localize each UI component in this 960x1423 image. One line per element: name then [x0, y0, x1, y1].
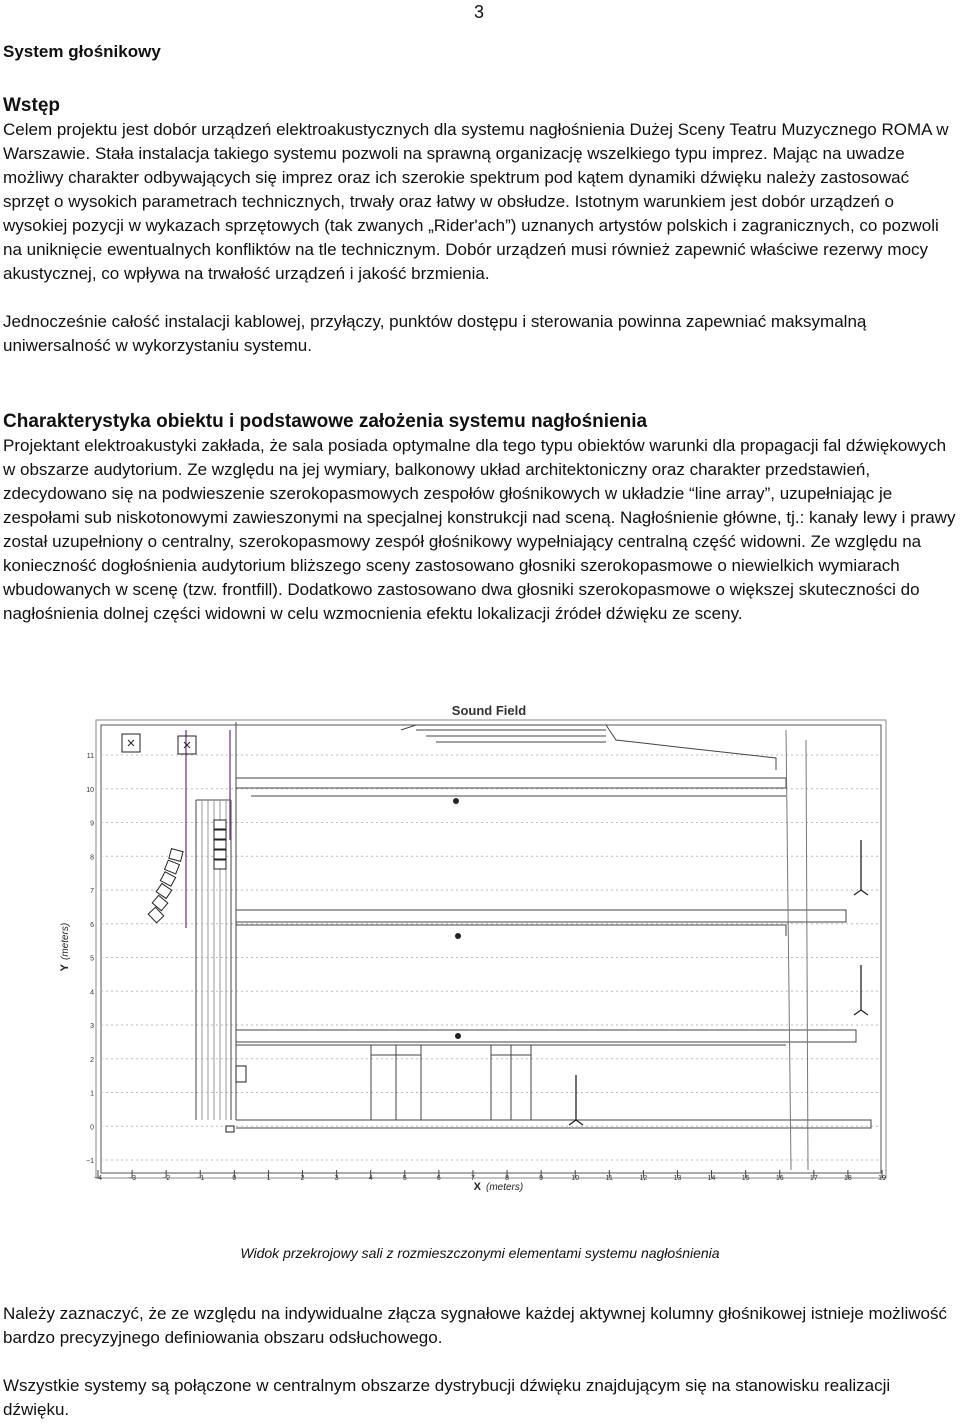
- x-tick-label: 16: [775, 1175, 784, 1182]
- characteristics-paragraph: Projektant elektroakustyki zakłada, że sala posiada optymalne dla tego typu obiektów warunki dla propagacji fal dźwiękowych w obszarze audytorium. Ze względu na jej wymiary, balkonowy układ architektoniczny oraz charakter przedstawień, zdecydowano się na podwieszenie szerokopasmowych zespołów głośnikowych w układzie “line array”, uzupełniając je zespołami sub niskotonowymi zawieszonymi na specjalnej konstrukcji nad sceną. Nagłośnienie główne, tj.: kanały lewy i prawy został uzupełniony o centralny, szerokopasmowy zespół głośnikowy wypełniający centralną część widowni. Ze względu na konieczność dogłośnienia audytorium bliższego sceny zastosowano głosniki szerokopasmowe o niewielkich wymiarach wbudowanych w scenę (tzw. frontfill). Dodatkowo zastosowano dwa głosniki szerokopasmowe o większej skuteczności do nagłośnienia dolnej części widowni w celu wzmocnienia efektu lokalizacji źródeł dźwięku ze sceny.: [3, 436, 956, 623]
- line-array-right: [214, 820, 226, 869]
- x-tick-label: −3: [128, 1175, 137, 1182]
- x-tick-label: 13: [673, 1175, 682, 1182]
- closing-section: [3, 1302, 957, 1422]
- document-title: System głośnikowy: [3, 42, 161, 61]
- x-tick-label: 12: [639, 1175, 648, 1182]
- x-tick-label: 7: [471, 1175, 475, 1182]
- sound-field-figure: [59, 700, 886, 1200]
- x-tick-label: 3: [334, 1175, 339, 1182]
- microphone-point-2: [455, 933, 461, 939]
- y-tick-label: 4: [90, 989, 94, 997]
- x-tick-label: 9: [539, 1175, 544, 1182]
- closing-paragraph-2: Wszystkie systemy są połączone w centralnym obszarze dystrybucji dźwięku znajdującym się na stanowisku realizacji dźwięku.: [3, 1376, 891, 1419]
- x-tick-label: 5: [402, 1175, 407, 1182]
- y-tick-label: −1: [86, 1158, 94, 1165]
- intro-section: [3, 94, 957, 358]
- speaker-icon-frontfill: [236, 1066, 246, 1082]
- y-tick-label: 6: [90, 921, 94, 929]
- speaker-icon-stage: [226, 1126, 234, 1132]
- x-tick-label: 0: [232, 1175, 237, 1182]
- x-tick-label: 19: [878, 1175, 886, 1182]
- y-tick-label: 10: [86, 786, 94, 794]
- page-number: 3: [474, 2, 485, 22]
- x-axis-label: X: [473, 1181, 481, 1193]
- intro-paragraph-1: Celem projektu jest dobór urządzeń elektroakustycznych dla systemu nagłośnienia Dużej Sceny Teatru Muzycznego ROMA w Warszawie. Stała instalacja takiego systemu pozwoli na sprawną organizację wszelkiego typu imprez. Mając na uwadze możliwy charakter odbywających się imprez oraz ich szerokie spektrum pod kątem dynamiki dźwięku należy zastosować sprzęt o wysokich parametrach technicznych, trwały oraz łatwy w obsłudze. Istotnym warunkiem jest dobór urządzeń o wysokiej pozycji w wykazach sprzętowych (tak zwanych „Rider'ach”) uznanych artystów polskich i zagranicznych, co pozwoli na uniknięcie ewentualnych konfliktów na tle technicznym. Dobór urządzeń musi również zapewnić właściwe rezerwy mocy akustycznej, co wpływa na trwałość urządzeń i jakość brzmienia.: [3, 120, 949, 283]
- intro-paragraph-2: Jednocześnie całość instalacji kablowej, przyłączy, punktów dostępu i sterowania powinna zapewniać maksymalną uniwersalność w wykorzystaniu systemu.: [3, 312, 867, 355]
- x-tick-label: 17: [809, 1175, 818, 1182]
- y-tick-label: 7: [90, 888, 94, 895]
- microphone-point-1: [453, 798, 459, 804]
- y-axis-label: Y: [59, 964, 71, 972]
- y-tick-label: 9: [90, 820, 94, 828]
- x-tick-label: −2: [162, 1175, 171, 1182]
- figure-caption: Widok przekrojowy sali z rozmieszczonymi elementami systemu nagłośnienia: [240, 1245, 720, 1261]
- x-tick-label: 4: [368, 1175, 373, 1182]
- x-tick-label: 11: [605, 1175, 613, 1182]
- y-tick-label: 8: [90, 854, 94, 862]
- x-tick-label: 15: [741, 1175, 750, 1182]
- intro-heading: Wstęp: [3, 95, 60, 116]
- figure-title: Sound Field: [451, 703, 527, 718]
- x-tick-label: 1: [266, 1175, 271, 1182]
- y-tick-label: 11: [86, 753, 94, 760]
- y-tick-label: 1: [90, 1090, 94, 1098]
- y-axis-unit: (meters): [60, 922, 71, 960]
- y-tick-label: 2: [90, 1056, 94, 1064]
- x-tick-label: 8: [505, 1175, 509, 1182]
- x-axis-unit: (meters): [486, 1182, 524, 1193]
- y-tick-label: 3: [90, 1023, 94, 1030]
- x-tick-label: −4: [94, 1175, 102, 1182]
- x-tick-label: 14: [707, 1175, 716, 1182]
- characteristics-heading: Charakterystyka obiektu i podstawowe założenia systemu nagłośnienia: [3, 411, 648, 432]
- y-tick-label: 0: [90, 1124, 94, 1132]
- microphone-point-3: [455, 1033, 461, 1039]
- y-tick-label: 5: [90, 955, 94, 963]
- sound-field-diagram: [59, 700, 886, 1200]
- x-tick-label: 10: [571, 1175, 580, 1182]
- closing-paragraph-1: Należy zaznaczyć, że ze względu na indywidualne złącza sygnałowe każdej aktywnej kolumny głośnikowej istnieje możliwość bardzo precyzyjnego definiowania obszaru odsłuchowego.: [3, 1304, 947, 1347]
- characteristics-section: [3, 410, 957, 626]
- x-tick-label: −1: [196, 1175, 205, 1182]
- x-tick-label: 18: [844, 1175, 852, 1182]
- x-tick-label: 6: [436, 1175, 441, 1182]
- x-tick-label: 2: [300, 1175, 305, 1182]
